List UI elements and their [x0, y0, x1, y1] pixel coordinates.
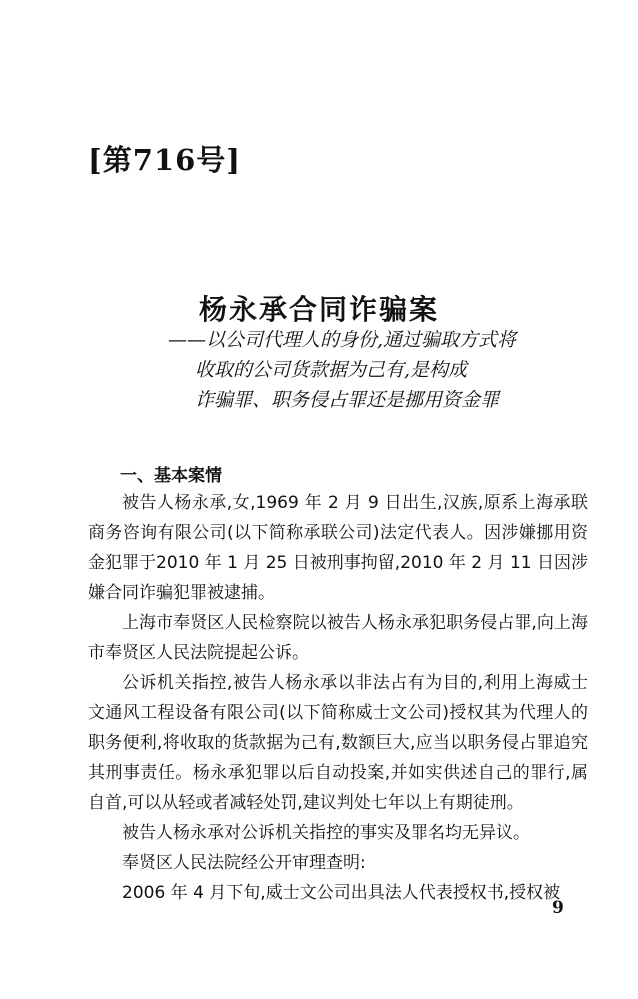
subtitle-line: 收取的公司货款据为己有,是构成: [195, 359, 468, 381]
paragraph: 被告人杨永承,女,1969 年 2 月 9 日出生,汉族,原系上海承联商务咨询有限公司(以下简称承联公司)法定代表人。因涉嫌挪用资金犯罪于2010 年 1 月 25 日被刑事拘留,2010 年 2 月 11 日因涉嫌合同诈骗犯罪被逮捕。: [88, 493, 588, 603]
paragraph: 公诉机关指控,被告人杨永承以非法占有为目的,利用上海威士文通风工程设备有限公司(以下简称威士文公司)授权其为代理人的职务便利,将收取的货款据为己有,数额巨大,应当以职务侵占罪追究其刑事责任。杨永承犯罪以后自动投案,并如实供述自己的罪行,属自首,可以从轻或者减轻处罚,建议判处七年以上有期徒刑。: [88, 673, 588, 813]
paragraph: 被告人杨永承对公诉机关指控的事实及罪名均无异议。: [122, 823, 530, 843]
paragraph: 奉贤区人民法院经公开审理查明:: [122, 853, 366, 873]
case-number: [第716号]: [88, 143, 241, 177]
subtitle-line: ——以公司代理人的身份,通过骗取方式将: [168, 329, 517, 351]
paragraph: 上海市奉贤区人民检察院以被告人杨永承犯职务侵占罪,向上海市奉贤区人民法院提起公诉。: [88, 613, 588, 663]
body-text: [88, 488, 588, 908]
subtitle-line: 诈骗罪、职务侵占罪还是挪用资金罪: [195, 389, 500, 411]
section-heading: 一、基本案情: [120, 466, 222, 486]
case-title: 杨永承合同诈骗案: [198, 293, 439, 326]
page-number: 9: [552, 898, 564, 918]
paragraph: 2006 年 4 月下旬,威士文公司出具法人代表授权书,授权被: [122, 883, 561, 903]
